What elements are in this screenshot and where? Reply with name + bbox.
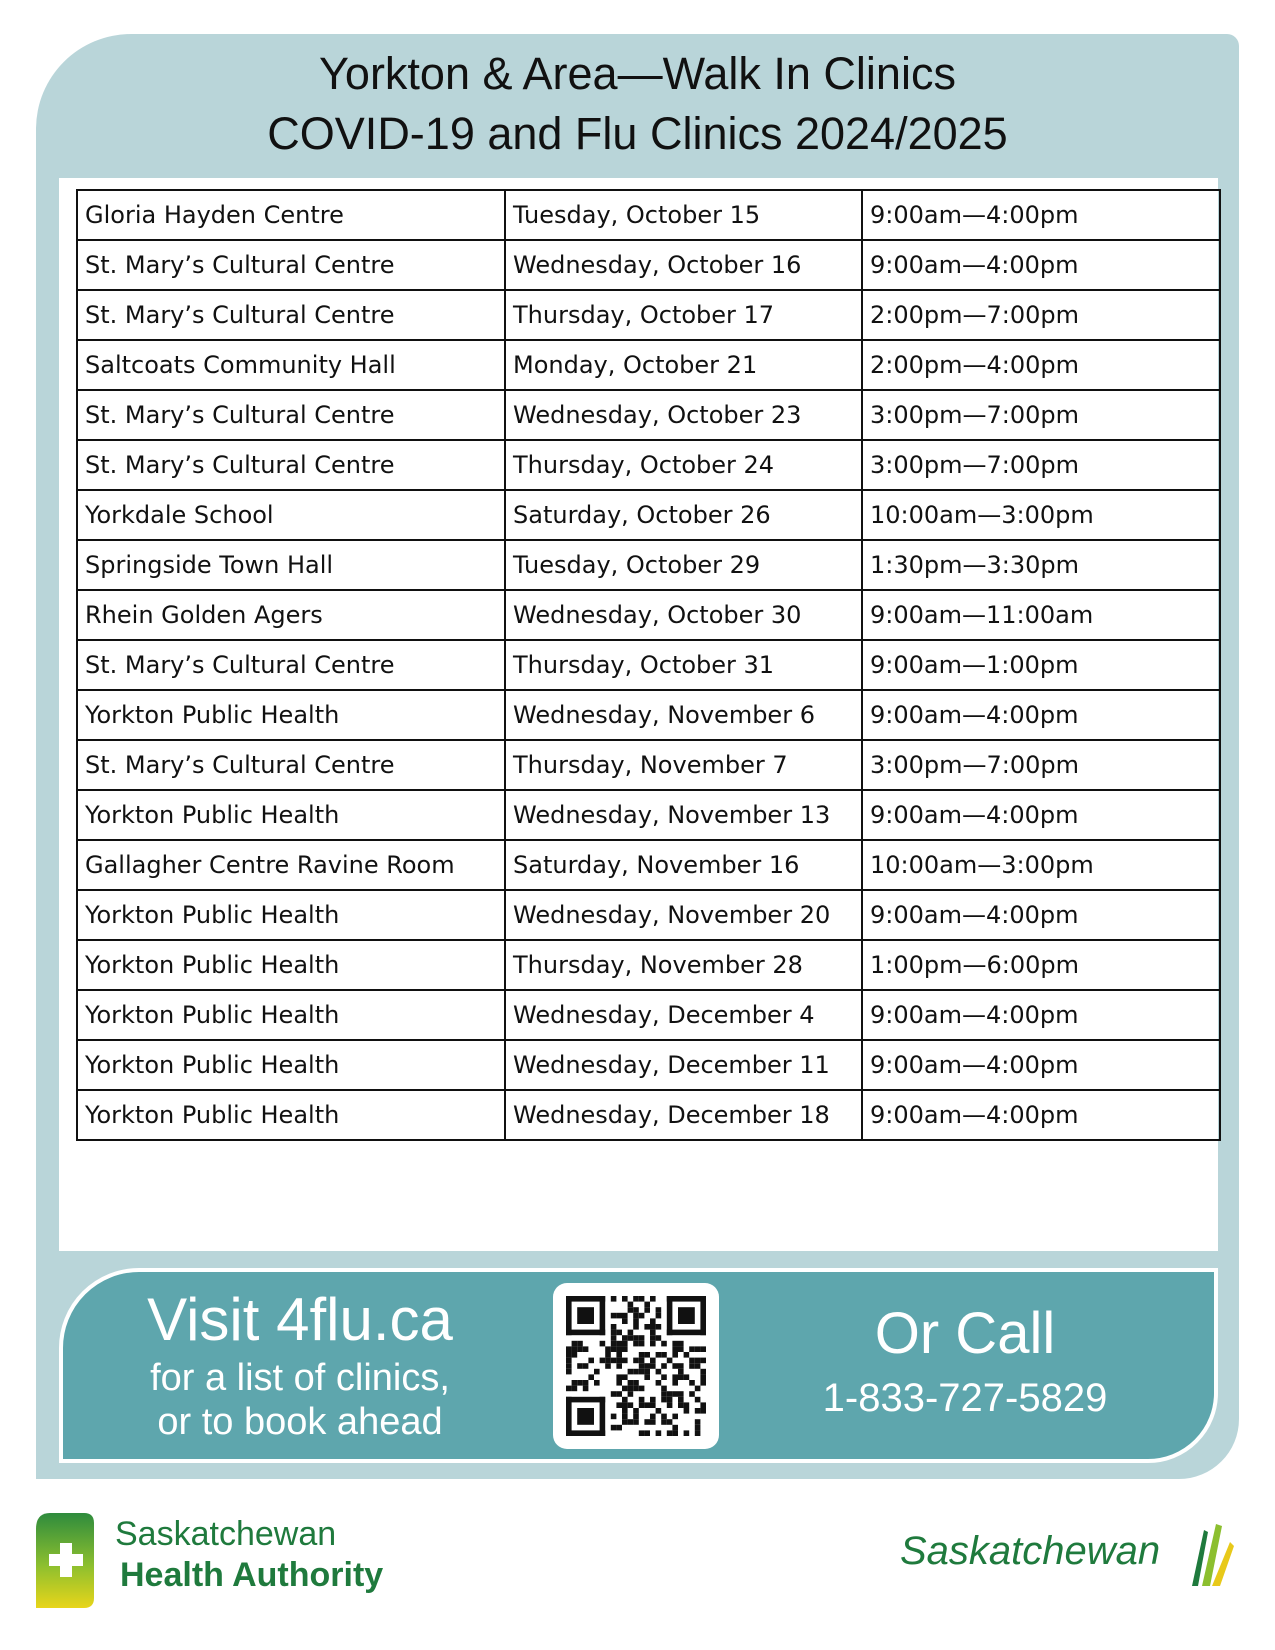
clinic-schedule-body [77,190,1220,1140]
table-row [77,1090,1220,1140]
table-row [77,840,1220,890]
clinic-location-cell: Saltcoats Community Hall [77,340,505,390]
table-row [77,490,1220,540]
qr-code-icon[interactable] [553,1283,719,1449]
table-row [77,440,1220,490]
clinic-schedule-table [76,189,1221,1141]
clinic-date-cell: Saturday, October 26 [505,490,862,540]
clinic-time-cell: 9:00am—4:00pm [862,240,1220,290]
phone-number[interactable]: 1-833-727-5829 [822,1376,1108,1420]
clinic-date-cell: Wednesday, October 30 [505,590,862,640]
clinic-location-cell: Yorkton Public Health [77,1040,505,1090]
table-row [77,540,1220,590]
clinic-location-cell: Gallagher Centre Ravine Room [77,840,505,890]
table-row [77,590,1220,640]
clinic-location-cell: Yorkton Public Health [77,890,505,940]
clinic-location-cell: Yorkton Public Health [77,690,505,740]
clinic-location-cell: St. Mary’s Cultural Centre [77,740,505,790]
clinic-location-cell: St. Mary’s Cultural Centre [77,440,505,490]
table-row [77,740,1220,790]
sha-name-line-2: Health Authority [120,1556,384,1594]
clinic-time-cell: 1:00pm—6:00pm [862,940,1220,990]
table-row [77,390,1220,440]
clinic-date-cell: Monday, October 21 [505,340,862,390]
table-row [77,640,1220,690]
title-line-2: COVID-19 and Flu Clinics 2024/2025 [267,108,1008,159]
clinic-time-cell: 2:00pm—4:00pm [862,340,1220,390]
clinic-time-cell: 9:00am—4:00pm [862,790,1220,840]
wheat-sheaf-logo-icon [1186,1520,1236,1595]
clinic-date-cell: Thursday, November 7 [505,740,862,790]
clinic-location-cell: Yorkton Public Health [77,1090,505,1140]
clinic-time-cell: 3:00pm—7:00pm [862,740,1220,790]
clinic-location-cell: St. Mary’s Cultural Centre [77,390,505,440]
clinic-location-cell: Yorkton Public Health [77,990,505,1040]
table-row [77,990,1220,1040]
health-cross-logo-icon [36,1513,96,1613]
table-row [77,1040,1220,1090]
visit-website-heading[interactable]: Visit 4flu.ca [147,1286,453,1353]
clinic-date-cell: Wednesday, December 11 [505,1040,862,1090]
clinic-time-cell: 9:00am—4:00pm [862,990,1220,1040]
title-line-1: Yorkton & Area—Walk In Clinics [319,48,956,99]
clinic-date-cell: Wednesday, December 4 [505,990,862,1040]
table-row [77,790,1220,840]
clinic-time-cell: 1:30pm—3:30pm [862,540,1220,590]
clinic-time-cell: 10:00am—3:00pm [862,840,1220,890]
clinic-time-cell: 9:00am—11:00am [862,590,1220,640]
clinic-location-cell: St. Mary’s Cultural Centre [77,290,505,340]
clinic-location-cell: Gloria Hayden Centre [77,190,505,240]
qr-code-graphic [553,1283,719,1449]
clinic-date-cell: Thursday, November 28 [505,940,862,990]
clinic-location-cell: St. Mary’s Cultural Centre [77,240,505,290]
table-row [77,690,1220,740]
clinic-date-cell: Tuesday, October 15 [505,190,862,240]
table-row [77,190,1220,240]
visit-description [100,1356,500,1444]
clinic-date-cell: Thursday, October 17 [505,290,862,340]
clinic-time-cell: 9:00am—4:00pm [862,690,1220,740]
clinic-location-cell: Yorkton Public Health [77,790,505,840]
sha-name-line-1: Saskatchewan [115,1515,337,1553]
clinic-location-cell: Yorkdale School [77,490,505,540]
clinic-date-cell: Thursday, October 24 [505,440,862,490]
clinic-time-cell: 3:00pm—7:00pm [862,440,1220,490]
clinic-time-cell: 9:00am—4:00pm [862,1090,1220,1140]
government-wordmark: Saskatchewan [900,1529,1161,1573]
clinic-location-cell: Rhein Golden Agers [77,590,505,640]
table-row [77,290,1220,340]
clinic-location-cell: Springside Town Hall [77,540,505,590]
visit-line-1: for a list of clinics, [150,1357,450,1399]
clinic-time-cell: 9:00am—4:00pm [862,890,1220,940]
clinic-time-cell: 9:00am—4:00pm [862,190,1220,240]
table-row [77,940,1220,990]
call-heading: Or Call [874,1301,1056,1366]
clinic-date-cell: Thursday, October 31 [505,640,862,690]
clinic-date-cell: Wednesday, November 20 [505,890,862,940]
clinic-time-cell: 9:00am—1:00pm [862,640,1220,690]
clinic-time-cell: 9:00am—4:00pm [862,1040,1220,1090]
clinic-time-cell: 10:00am—3:00pm [862,490,1220,540]
clinic-time-cell: 3:00pm—7:00pm [862,390,1220,440]
clinic-date-cell: Saturday, November 16 [505,840,862,890]
clinic-location-cell: Yorkton Public Health [77,940,505,990]
clinic-date-cell: Wednesday, October 23 [505,390,862,440]
clinic-date-cell: Wednesday, November 13 [505,790,862,840]
clinic-location-cell: St. Mary’s Cultural Centre [77,640,505,690]
page-title [36,44,1239,164]
clinic-time-cell: 2:00pm—7:00pm [862,290,1220,340]
clinic-date-cell: Wednesday, October 16 [505,240,862,290]
table-row [77,340,1220,390]
clinic-date-cell: Tuesday, October 29 [505,540,862,590]
table-row [77,890,1220,940]
visit-line-2: or to book ahead [157,1401,443,1443]
clinic-date-cell: Wednesday, December 18 [505,1090,862,1140]
table-row [77,240,1220,290]
clinic-date-cell: Wednesday, November 6 [505,690,862,740]
